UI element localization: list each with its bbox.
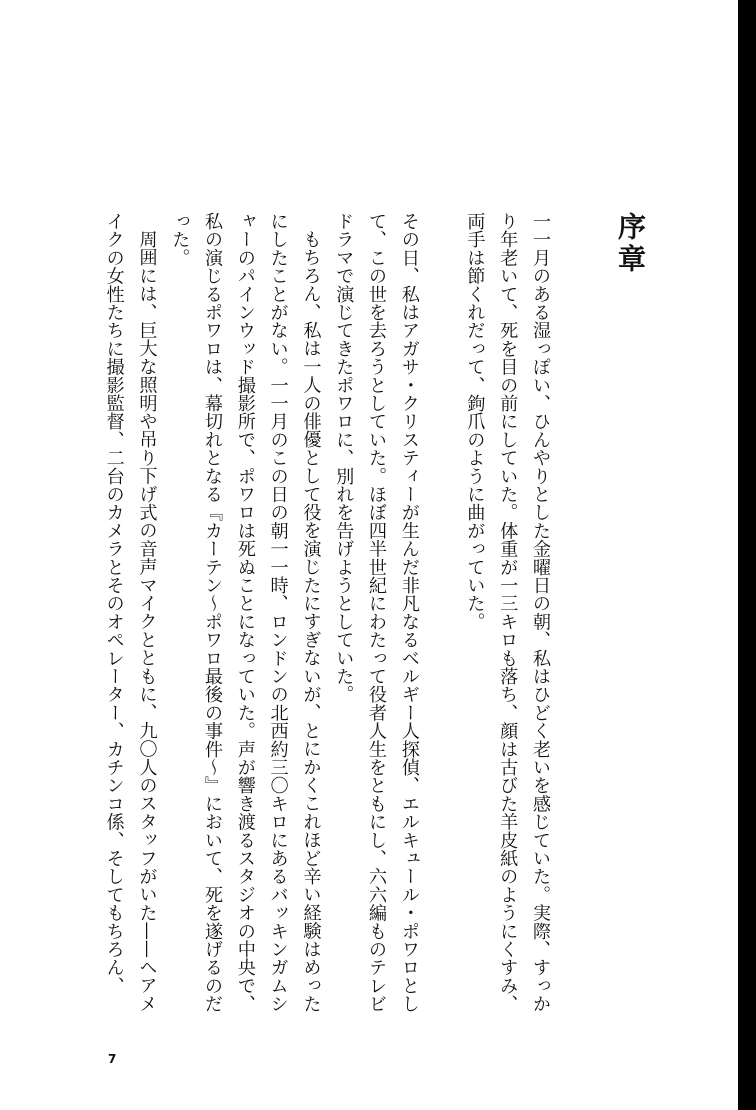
paragraph-1: 一一月のある湿っぽい、ひんやりとした金曜日の朝、私はひどく老いを感じていた。実際、すっかり年老いて、死を目の前にしていた。体重が一三キロも落ち、顔は古びた羊皮紙のようにくすみ、両手は節くれだって、鉤爪のように曲がっていた。 (464, 212, 551, 1013)
paragraph-4: 周囲には、巨大な照明や吊り下げ式の音声マイクとともに、九〇人のスタッフがいた——ヘアメイクの女性たちに撮影監督、二台のカメラとそのオペレーター、カチンコ係、そしてもちろん、 (103, 212, 158, 1013)
paragraph-gap (425, 212, 458, 1014)
chapter-body (68, 212, 556, 1014)
chapter-title: 序章 (614, 212, 647, 276)
paragraph-3: もちろん、私は一人の俳優として役を演じたにすぎないが、とにかくこれほど辛い経験はめったにしたことがない。一一月のこの日の朝一一時、ロンドンの北西約三〇キロにあるバッキンガムシャーのパインウッド撮影所で、ポワロは死ぬことになっていた。声が響き渡るスタジオの中央で、私の演じるポワロは、幕切れとなる『カーテン〜ポワロ最後の事件〜』において、死を遂げるのだった。 (169, 212, 322, 1013)
paragraph-2: その日、私はアガサ・クリスティーが生んだ非凡なるベルギー人探偵、エルキュール・ポワロとして、この世を去ろうとしていた。ほぼ四半世紀にわたって役者人生をともにし、六六編ものテレビドラマで演じてきたポワロに、別れを告げようとしていた。 (333, 212, 420, 1013)
page-number: 7 (108, 1052, 117, 1066)
page-edge-bar (738, 0, 756, 1110)
